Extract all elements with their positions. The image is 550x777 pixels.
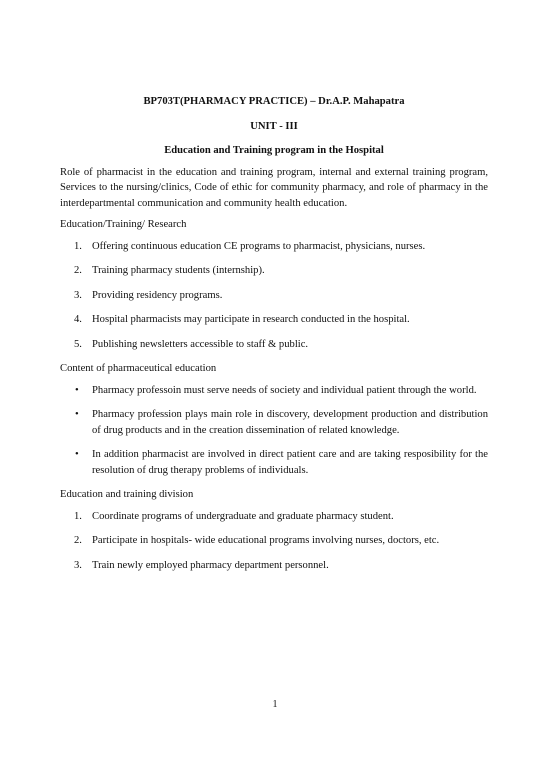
section-title: Education and Training program in the Hospital — [164, 145, 384, 156]
list-text: Train newly employed pharmacy department personnel. — [92, 559, 329, 571]
division-heading: Education and training division — [60, 489, 194, 500]
division-list — [60, 509, 488, 574]
research-heading: Education/Training/ Research — [60, 219, 187, 230]
content-heading: Content of pharmaceutical education — [60, 363, 217, 374]
list-number: 4. — [74, 314, 82, 325]
list-text: In addition pharmacist are involved in direct patient care and are taking resposibility for the resolution of drug therapy problems of individuals. — [92, 449, 488, 476]
list-item — [60, 447, 488, 478]
research-list — [60, 239, 488, 353]
list-text: Offering continuous education CE programs to pharmacist, physicians, nurses. — [92, 240, 426, 252]
intro-paragraph: Role of pharmacist in the education and training program, internal and external training program, Services to the nursing/clinics, Code of ethic for community pharmacy, and role of pharmacy in the interdepartmental communication and community health education. — [60, 166, 488, 209]
list-item — [60, 383, 488, 399]
list-item — [60, 337, 488, 353]
list-item — [60, 239, 488, 255]
unit-heading: UNIT - III — [250, 120, 298, 132]
bullet-icon: • — [75, 384, 79, 396]
list-item — [60, 558, 488, 574]
list-text: Publishing newsletters accessible to staff & public. — [92, 338, 309, 350]
list-number: 2. — [74, 535, 82, 546]
bullet-icon: • — [75, 409, 79, 420]
list-number: 3. — [74, 559, 82, 571]
bullet-icon: • — [75, 449, 79, 460]
list-item — [60, 407, 488, 438]
document-title: BP703T(PHARMACY PRACTICE) – Dr.A.P. Mahapatra — [143, 96, 405, 107]
list-number: 3. — [74, 289, 82, 301]
list-item — [60, 312, 488, 328]
content-list — [60, 383, 488, 479]
list-number: 2. — [74, 265, 82, 276]
list-item — [60, 263, 488, 279]
page-number: 1 — [272, 699, 278, 710]
list-text: Pharmacy professoin must serve needs of society and individual patient through the world. — [92, 384, 477, 396]
list-item — [60, 533, 488, 549]
list-text: Training pharmacy students (internship). — [92, 265, 265, 276]
list-text: Pharmacy profession plays main role in discovery, development production and distribution of drug products and in the creation dissemination of related knowledge. — [92, 409, 488, 436]
list-number: 1. — [74, 510, 82, 522]
document-page — [60, 94, 488, 582]
list-number: 1. — [74, 240, 82, 252]
list-text: Coordinate programs of undergraduate and graduate pharmacy student. — [92, 510, 394, 522]
list-text: Providing residency programs. — [92, 289, 223, 301]
list-text: Participate in hospitals- wide educational programs involving nurses, doctors, etc. — [92, 535, 440, 546]
list-item — [60, 288, 488, 304]
list-item — [60, 509, 488, 525]
list-number: 5. — [74, 338, 82, 350]
list-text: Hospital pharmacists may participate in research conducted in the hospital. — [92, 314, 410, 325]
